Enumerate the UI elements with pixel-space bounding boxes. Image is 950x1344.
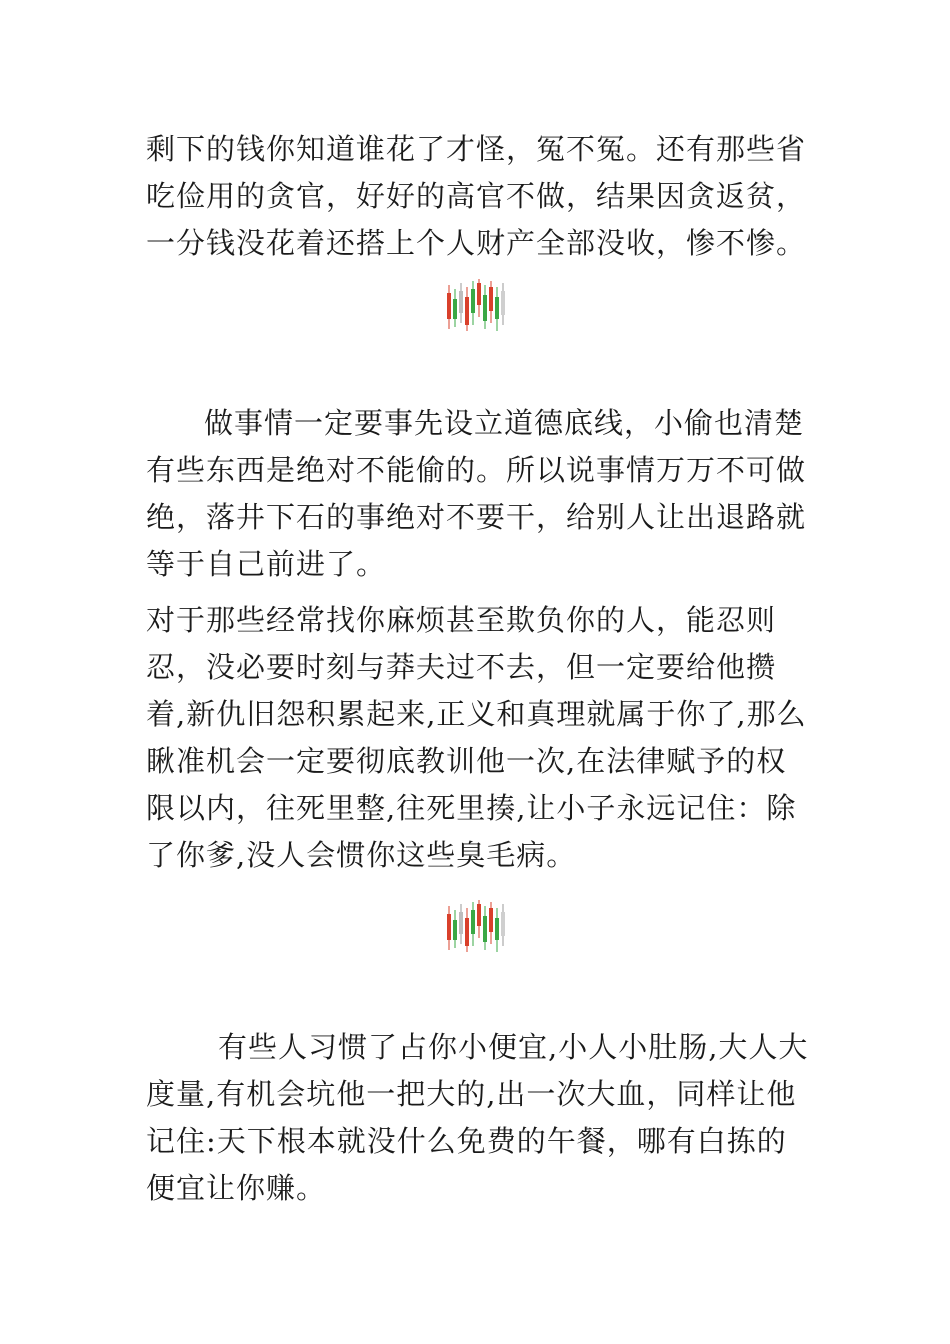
candlestick-ornament-icon [445, 900, 507, 954]
paragraph-2: 做事情一定要事先设立道德底线，小偷也清楚有些东西是绝对不能偷的。所以说事情万万不可做绝，落井下石的事绝对不要干，给别人让出退路就等于自己前进了。 [146, 406, 807, 581]
paragraph-3: 对于那些经常找你麻烦甚至欺负你的人，能忍则忍，没必要时刻与莽夫过不去，但一定要给他攒着,新仇旧怨积累起来,正义和真理就属于你了,那么瞅准机会一定要彻底教训他一次,在法律赋予的权限以内，往死里整,往死里揍,让小子永远记住：除了你爹,没人会惯你这些臭毛病。 [146, 603, 807, 872]
paragraph-1: 剩下的钱你知道谁花了才怪，冤不冤。还有那些省吃俭用的贪官，好好的高官不做，结果因贪返贫，一分钱没花着还搭上个人财产全部没收，惨不惨。 [146, 132, 807, 260]
paragraph-4: 有些人习惯了占你小便宜,小人小肚肠,大人大度量,有机会坑他一把大的,出一次大血，同样让他记住:天下根本就没什么免费的午餐，哪有白拣的便宜让你赚。 [146, 1030, 809, 1205]
candlestick-ornament-icon [445, 279, 507, 333]
